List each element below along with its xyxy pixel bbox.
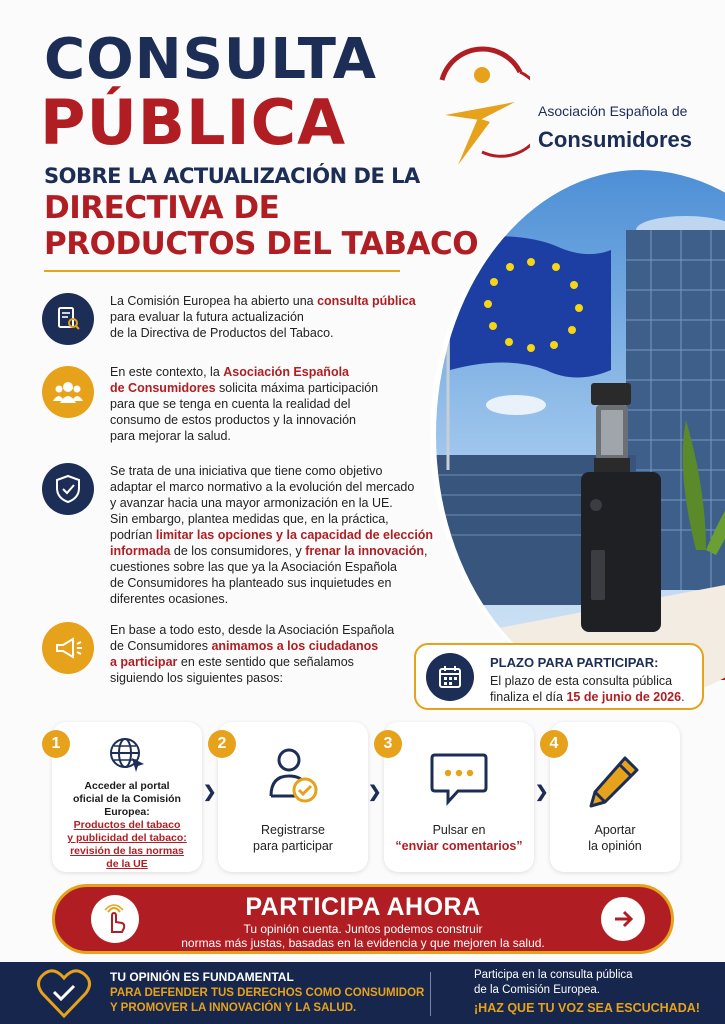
chevron-right-icon: ❯ [535, 784, 549, 801]
highlight-consulta: consulta pública [317, 294, 416, 308]
text: Productos del tabaco [73, 819, 181, 831]
title-line1: CONSULTA [44, 27, 377, 92]
cta-title: PARTICIPA AHORA [245, 893, 481, 921]
text: solicita máxima participación [215, 381, 379, 395]
footer-left-line2: PARA DEFENDER TUS DERECHOS COMO CONSUMIDOR [110, 987, 425, 999]
highlight-informada: informada [110, 544, 171, 558]
arrow-right-icon[interactable] [601, 897, 645, 941]
text: de los consumidores, y [170, 544, 306, 558]
text: de la Directiva de Productos del Tabaco. [110, 326, 334, 340]
text: Se trata de una iniciativa que tiene como objetivo [110, 464, 383, 478]
shield-check-icon [42, 463, 94, 515]
text: En este contexto, la [110, 365, 224, 379]
text: para que se tenga en cuenta la realidad del [110, 397, 351, 411]
step-1-label [52, 780, 202, 819]
paragraph-3 [110, 463, 433, 607]
text: Tu opinión cuenta. Juntos podemos construir [243, 922, 483, 936]
heart-check-icon [36, 966, 92, 1020]
text: siguiendo los siguientes pasos: [110, 671, 284, 685]
step-2-label [218, 822, 368, 854]
text: para participar [253, 839, 333, 853]
footer-left-line3: Y PROMOVER LA INNOVACIÓN Y LA SALUD. [110, 1002, 357, 1014]
text: Europea: [104, 806, 150, 818]
highlight-frenar: frenar la innovación [305, 544, 425, 558]
chevron-right-icon: ❯ [203, 784, 217, 801]
text: de la UE [106, 858, 148, 870]
text: La Comisión Europea ha abierto una [110, 294, 318, 308]
people-icon [42, 366, 94, 418]
text: adaptar el marco normativo a la evolución del mercado [110, 480, 415, 494]
step-number: 4 [540, 730, 568, 758]
subtitle-line1: SOBRE LA ACTUALIZACIÓN DE LA [44, 164, 420, 188]
user-check-icon [261, 742, 325, 806]
text: diferentes ocasiones. [110, 592, 229, 606]
logo-text-line2: Consumidores [538, 127, 693, 152]
footer-divider [430, 972, 431, 1016]
text: En base a todo esto, desde la Asociación Española [110, 623, 395, 637]
text: El plazo de esta consulta pública [490, 674, 673, 688]
text: Registrarse [261, 823, 325, 837]
highlight-limitar: limitar las opciones y la capacidad de elección [155, 528, 434, 542]
highlight-participar: a participar [110, 655, 178, 669]
text: para mejorar la salud. [110, 429, 231, 443]
pencil-icon [585, 752, 645, 812]
footer-right-slogan: ¡HAZ QUE TU VOZ SEA ESCUCHADA! [474, 1001, 700, 1015]
text: cuestiones sobre las que ya la Asociación Española [110, 560, 397, 574]
text: Aportar [594, 823, 636, 837]
text: de Consumidores ha planteado sus inquietudes en [110, 576, 392, 590]
text: Pulsar en [432, 823, 486, 837]
subtitle-directive [44, 190, 478, 262]
deadline-box [414, 643, 704, 710]
deadline-text [490, 673, 700, 705]
text: y publicidad del tabaco: [67, 832, 187, 844]
step-1-card [52, 722, 202, 872]
cta-subtitle [55, 922, 671, 950]
text: podrían [110, 528, 156, 542]
step-number: 2 [208, 730, 236, 758]
text: , [424, 544, 428, 558]
calendar-icon [426, 653, 474, 701]
highlight-aec: de Consumidores [110, 381, 216, 395]
text: normas más justas, basadas en la evidencia y que mejoren la salud. [181, 936, 545, 950]
step-number: 3 [374, 730, 402, 758]
megaphone-icon [42, 622, 94, 674]
text: Sin embargo, plantea medidas que, en la práctica, [110, 512, 389, 526]
step-4-label [550, 822, 680, 854]
eu-portal-link[interactable] [52, 819, 202, 871]
text: y avanzar hacia una mayor armonización en la UE. [110, 496, 393, 510]
text: de Consumidores [110, 639, 212, 653]
chat-bubble-icon [428, 752, 490, 808]
document-search-icon [42, 293, 94, 345]
subtitle-line3: PRODUCTOS DEL TABACO [44, 226, 479, 262]
text: para evaluar la futura actualización [110, 310, 304, 324]
text: . [681, 690, 685, 704]
paragraph-2 [110, 364, 378, 444]
step-3-label [384, 822, 534, 854]
paragraph-1 [110, 293, 416, 341]
highlight-animamos: animamos a los ciudadanos [211, 639, 379, 653]
globe-cursor-icon [106, 734, 148, 776]
photo-illustration [436, 170, 725, 700]
footer-right-line1: Participa en la consulta pública [474, 969, 633, 981]
step-3-card [384, 722, 534, 872]
highlight-aec: Asociación Española [223, 365, 349, 379]
text: finaliza el día [490, 690, 567, 704]
text: oficial de la Comisión [73, 793, 181, 805]
chevron-right-icon: ❯ [368, 784, 382, 801]
title-line2: PÚBLICA [40, 86, 347, 159]
title-divider [44, 270, 400, 272]
participate-now-button[interactable] [52, 884, 674, 954]
deadline-title: PLAZO PARA PARTICIPAR: [490, 655, 659, 670]
footer-bar [0, 962, 725, 1024]
footer-left-title: TU OPINIÓN ES FUNDAMENTAL [110, 970, 294, 984]
text: Acceder al portal [84, 780, 170, 792]
deadline-date: 15 de junio de 2026 [566, 690, 682, 704]
text: en este sentido que señalamos [177, 655, 354, 669]
text: revisión de las normas [70, 845, 184, 857]
step-number: 1 [42, 730, 70, 758]
text: la opinión [588, 839, 642, 853]
step-4-card [550, 722, 680, 872]
highlight-enviar: “enviar comentarios” [395, 839, 523, 853]
association-logo [420, 40, 530, 170]
logo-text-line1: Asociación Española de [538, 103, 688, 119]
paragraph-4 [110, 622, 394, 686]
footer-right-line2: de la Comisión Europea. [474, 984, 600, 996]
text: consumo de estos productos y la innovación [110, 413, 356, 427]
step-2-card [218, 722, 368, 872]
subtitle-line2: DIRECTIVA DE [44, 190, 280, 226]
